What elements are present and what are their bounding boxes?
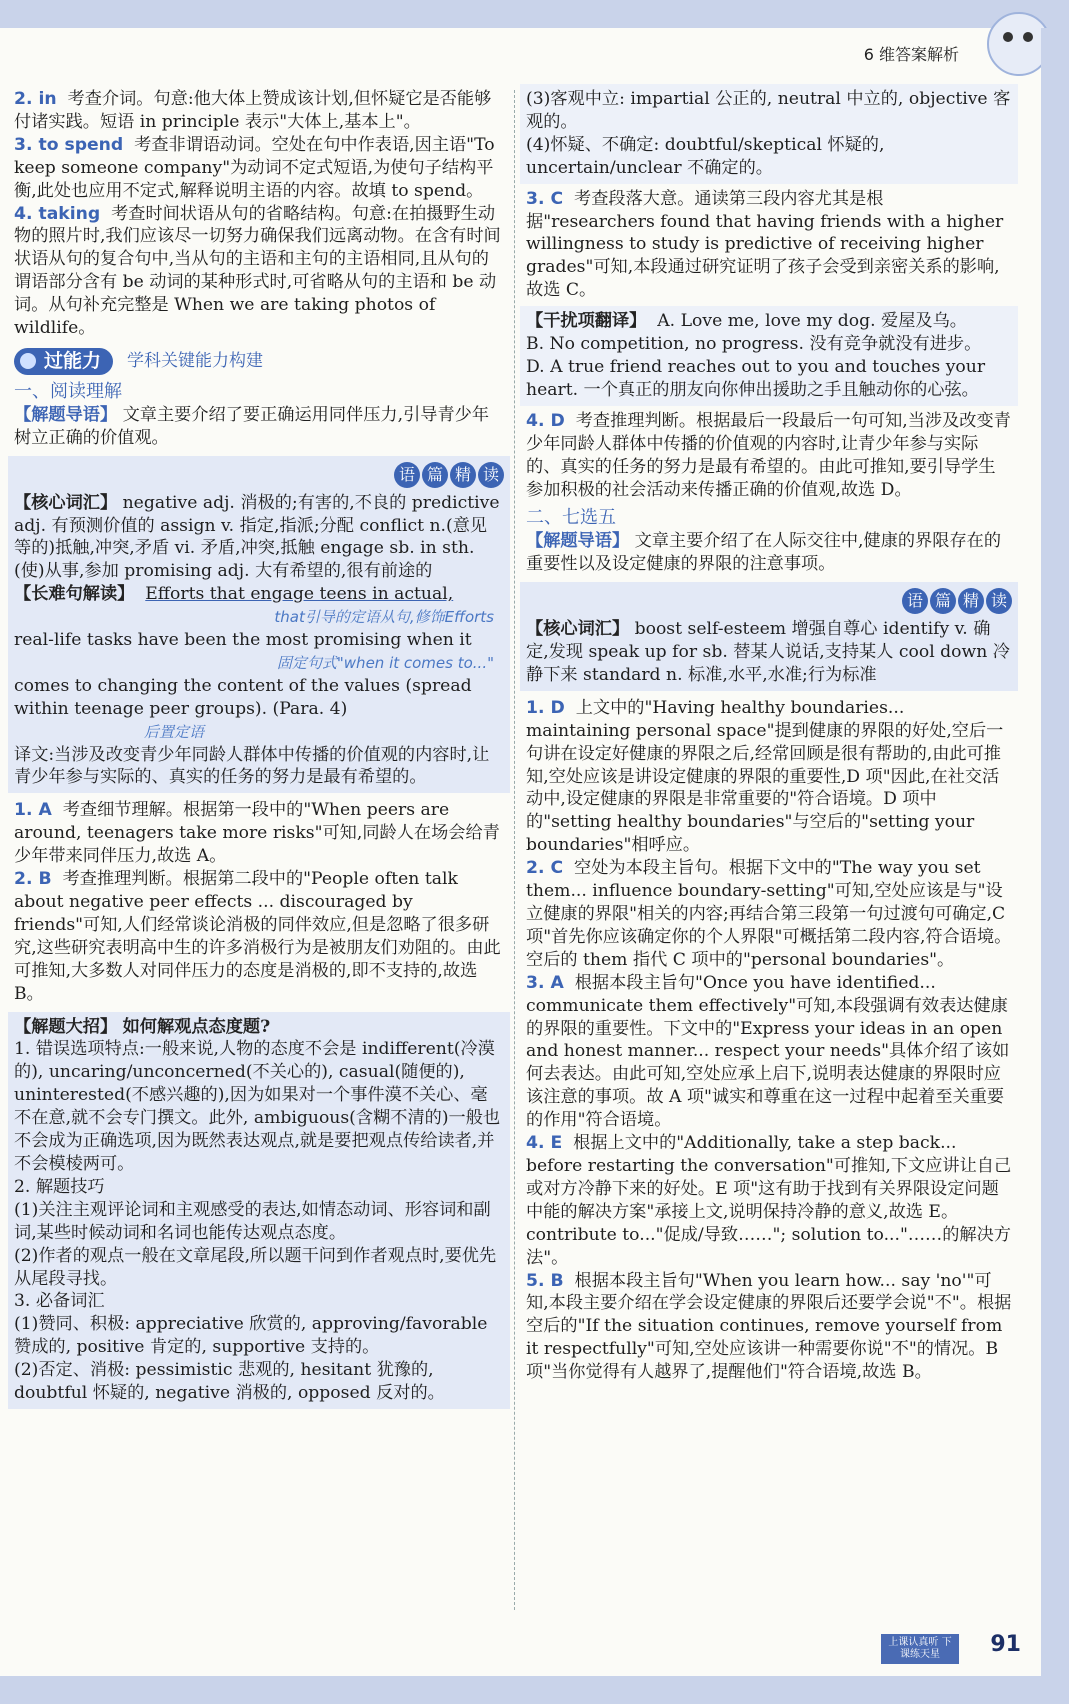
answer-item: 3. A 根据本段主旨句"Once you have identified... communicate them effectively"可知,本段强调有效表达健康的界限的重要性。下文中的"Express your ideas in an open and honest manner... respect your needs"具体介绍了该如何去表达。由此可知,空处应承上启下,说明表达健康的界限时应该注意的事项。故 A 项"诚实和尊重在这一过程中起着至关重要的作用"符合语境。 [526,972,1010,1131]
answer-item: 1. D 上文中的"Having healthy boundaries... maintaining personal space"提到健康的界限的好处,空后一句讲在设定好健康的界限之后,经常回顾是很有帮助的,由此可推知,空处应该是讲设定健康的界限的重要性,D 项"因此,在社交活动中,设定健康的界限是非常重要的"符合语境。D 项中的"setting healthy boundaries"与空后的"setting your boundaries"相呼应。 [526,697,1004,856]
vocab-paragraph: 【核心词汇】 boost self-esteem 增强自尊心 identify v. 确定,发现 speak up for sb. 替某人说话,支持某人 cool down 冷静下来 standard n. 标准,水平,水准;行为标准 [526,619,1010,685]
section-heading: 一、阅读理解 [14,380,122,402]
side-band [1041,28,1069,1676]
long-sentence-line: comes to changing the content of the values (spread [14,675,472,696]
tips-box-continued [520,84,1018,184]
tips-item: 2. 解题技巧 [14,1176,105,1197]
section-heading: 二、七选五 [526,507,616,529]
page-number: 91 [990,1632,1021,1657]
long-sentence-line: 【长难句解读】 Efforts that engage teens in actual, [14,584,454,605]
grammar-note: 固定句式"when it comes to..." [276,653,494,672]
answer-item: 5. B 根据本段主旨句"When you learn how... say 'no'"可知,本段主要介绍在学会设定健康的界限后还要学会说"不"。根据空后的"If the situation continues, remove yourself from it respectfully"可知,空处应该讲一种需要你说"不"的情况。B 项"当你觉得有人越界了,提醒他们"符合语境,故选 B。 [526,1270,1012,1383]
left-column [14,88,504,1415]
yupian-badge: 语 篇 精 读 [14,462,504,488]
guide-paragraph: 【解题导语】 文章主要介绍了在人际交往中,健康的界限存在的重要性以及设定健康的界限的注意事项。 [526,531,1002,575]
tips-item: (2)作者的观点一般在文章尾段,所以题干问到作者观点时,要优先从尾段寻找。 [14,1245,497,1289]
passage-analysis-box [8,456,510,794]
answer-item: 2. B 考查推理判断。根据第二段中的"People often talk about negative peer effects ... discouraged by friends"可知,人们经常谈论消极的同伴效应,但是忽略了很多研究,这些研究表明高中生的许多消极行为是被朋友们劝阻的。由此可推知,大多数人对同伴压力的态度是消极的,即不支持的,故选 B。 [14,869,501,1004]
distractor-item: D. A true friend reaches out to you and touches your heart. 一个真正的朋友向你伸出援助之手且触动你的心弦。 [526,356,986,400]
bottom-band [0,1676,1069,1704]
answer-item: 4. E 根据上文中的"Additionally, take a step back... before restarting the conversation"可推知,下文应讲让自己或对方冷静下来的好处。E 项"这有助于找到有关界限设定问题中能的解决方案"承接上文,说明保持冷静的意义,故选 E。contribute to..."促成/导致……"; solution to..."……的解决方法"。 [526,1133,1012,1268]
distractor-item: 【干扰项翻译】 A. Love me, love my dog. 爱屋及乌。 [526,311,967,332]
long-sentence-line: real-life tasks have been the most promising when it [14,630,472,651]
yupian-badge: 语 篇 精 读 [526,588,1012,614]
distractor-box [520,306,1018,406]
answer-item: 2. in 考查介词。句意:他大体上赞成该计划,但怀疑它是否能够付诸实践。短语 in principle 表示"大体上,基本上"。 [14,89,492,132]
section-banner [14,348,504,375]
guoneng-badge: 过能力 [14,348,113,375]
guoneng-subtitle: 学科关键能力构建 [127,350,264,371]
tips-item: (3)客观中立: impartial 公正的, neutral 中立的, objective 客观的。 [526,89,1011,132]
tips-title: 【解题大招】 如何解观点态度题? [14,1016,271,1037]
tips-item: (2)否定、消极: pessimistic 悲观的, hesitant 犹豫的, doubtful 怀疑的, negative 消极的, opposed 反对的。 [14,1360,445,1404]
column-divider [514,90,515,1610]
tips-item: (1)关注主观评论词和主观感受的表达,如情态动词、形容词和副词,某些时候动词和名词也能传达观点态度。 [14,1199,491,1243]
grammar-note: that引导的定语从句,修饰Efforts [274,608,494,627]
grammar-note: 后置定语 [144,722,205,741]
passage-analysis-box [520,582,1018,691]
tips-box [8,1012,510,1409]
tips-item: 3. 必备词汇 [14,1291,105,1312]
answer-item: 3. C 考查段落大意。通读第三段内容尤其是根据"researchers found that having friends with a higher willingness to study is predictive of receiving higher grades"可知,本段通过研究证明了孩子会受到亲密关系的影响,故选 C。 [526,188,1004,301]
vocab-paragraph: 【核心词汇】 negative adj. 消极的;有害的,不良的 predictive adj. 有预测价值的 assign v. 指定,指派;分配 conflict n.(意见等的)抵触,冲突,矛盾 vi. 矛盾,冲突,抵触 engage sb. in sth.(使)从事,参加 promising adj. 大有希望的,很有前途的 [14,492,500,582]
translation-paragraph: 译文:当涉及改变青少年同龄人群体中传播的价值观的内容时,让青少年参与实际的、真实的任务的努力是最有希望的。 [14,744,490,788]
tips-item: 1. 错误选项特点:一般来说,人物的态度不会是 indifferent(冷漠的), uncaring/unconcerned(不关心的), casual(随便的), uninterested(不感兴趣的),因为如果对一个事件漠不关心、毫不在意,就不会专门撰文。此外, ambiguous(含糊不清的)一般也不会成为正确选项,因为既然表达观点,就是要把观点传给读者,并不会模棱两可。 [14,1039,501,1174]
footer-slogan: 上课认真听 下课练天星 [881,1634,959,1664]
tips-item: (4)怀疑、不确定: doubtful/skeptical 怀疑的, uncertain/unclear 不确定的。 [526,134,885,178]
answer-item: 2. C 空处为本段主旨句。根据下文中的"The way you set them... influence boundary-setting"可知,空处应该是与"设立健康的界限"相关的内容;再结合第三段第一句过渡句可确定,C 项"首先你应该确定你的个人界限"可概括第二段内容,符合语境。空后的 them 指代 C 项中的"personal boundaries"。 [526,858,1012,970]
distractor-item: B. No competition, no progress. 没有竞争就没有进步。 [526,334,982,355]
top-band [0,0,1069,28]
answer-item: 3. to spend 考查非谓语动词。空处在句中作表语,因主语"To keep someone company"为动词不定式短语,为使句子结构平衡,此处也应用不定式,解释说明主语的内容。故填 to spend。 [14,134,495,201]
tips-item: (1)赞同、积极: appreciative 欣赏的, approving/favorable 赞成的, positive 肯定的, supportive 支持的。 [14,1314,488,1358]
long-sentence-line: within teenage peer groups). (Para. 4) [14,698,348,719]
answer-item: 4. taking 考查时间状语从句的省略结构。句意:在拍摄野生动物的照片时,我们应该尽一切努力确保我们远离动物。在含有时间状语从句的复合句中,当从句的主语和主句的主语相同,且从句的谓语部分含有 be 动词的某种形式时,可省略从句的主语和 be 动词。从句补充完整是 When we are taking photos of wildlife。 [14,203,501,339]
right-column [526,88,1012,1384]
answer-item: 1. A 考查细节理解。根据第一段中的"When peers are around, teenagers take more risks"可知,同龄人在场会给青少年带来同伴压力,故选 A。 [14,800,500,867]
answer-item: 4. D 考查推理判断。根据最后一段最后一句可知,当涉及改变青少年同龄人群体中传播的价值观的内容时,让青少年参与实际的、真实的任务的努力是最有希望的。由此可推知,要引导学生参加积极的社会活动来传播正确的价值观,故选 D。 [526,410,1011,500]
page-header-title: 6 维答案解析 [863,45,959,64]
guide-paragraph: 【解题导语】 文章主要介绍了要正确运用同伴压力,引导青少年树立正确的价值观。 [14,404,490,448]
